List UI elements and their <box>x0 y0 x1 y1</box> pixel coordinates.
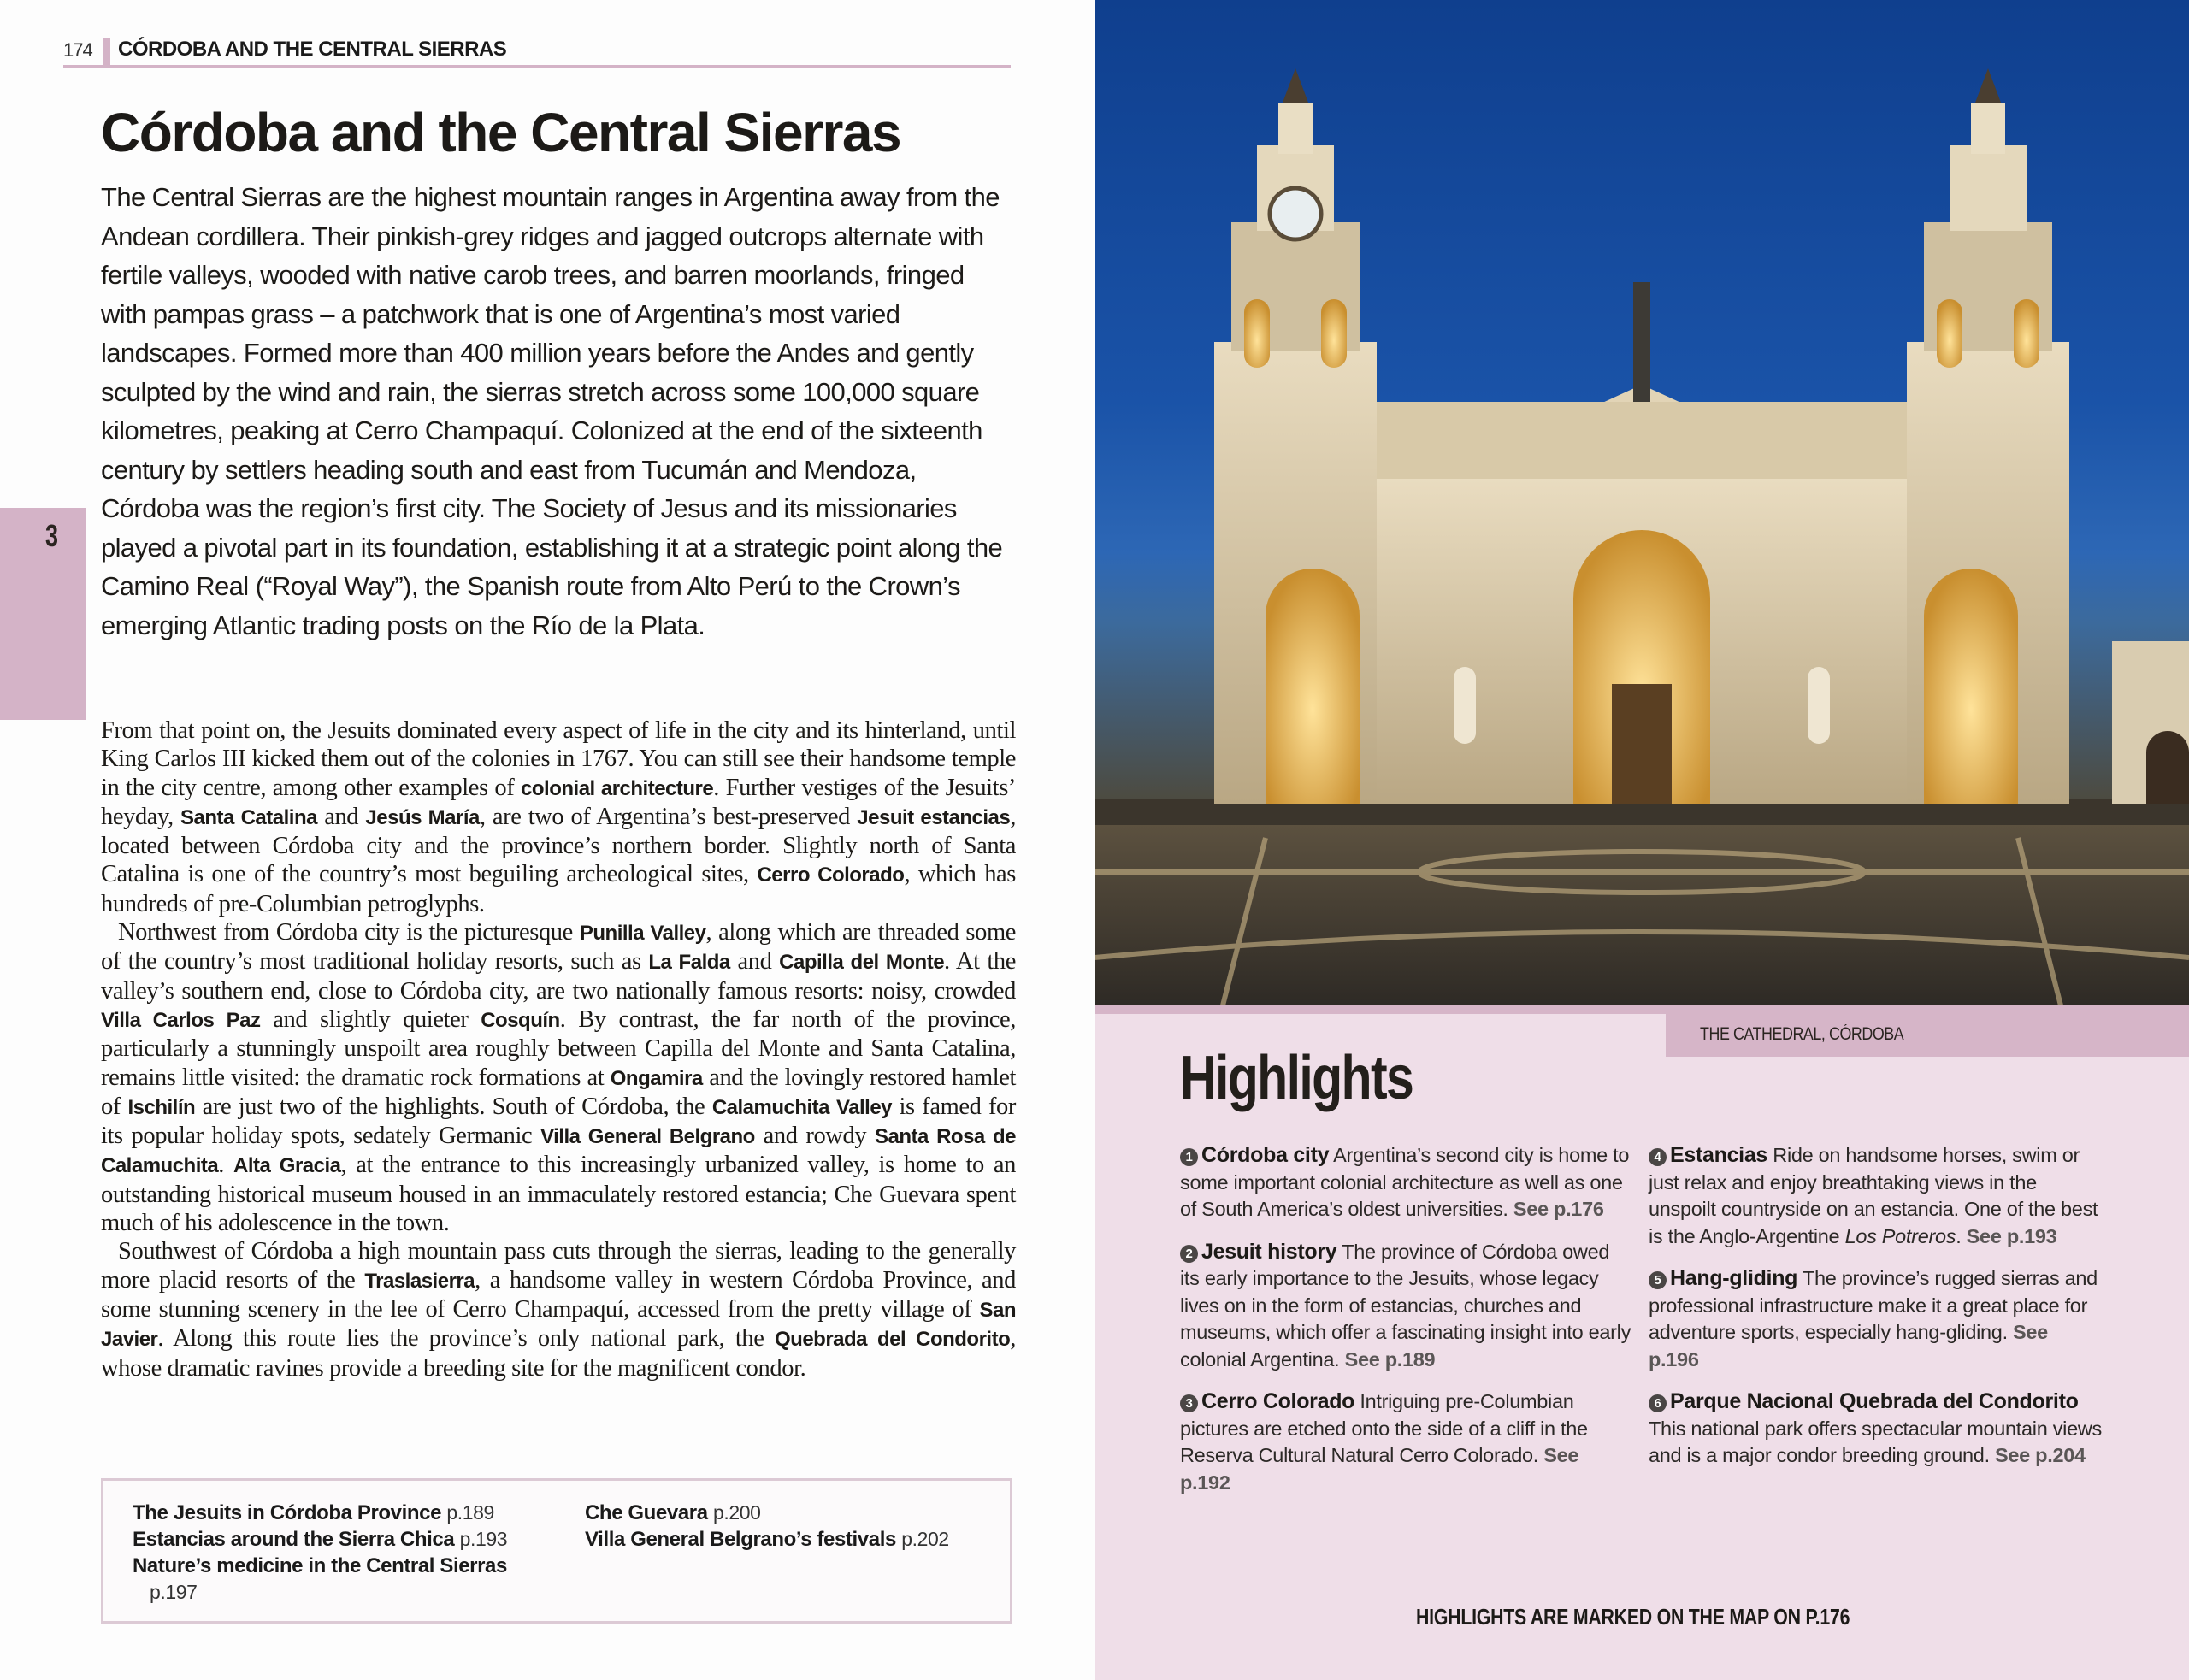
crossref-title: Nature’s medicine in the Central Sierras <box>133 1554 507 1577</box>
crossref-title: Che Guevara <box>585 1501 708 1524</box>
photo-caption: THE CATHEDRAL, CÓRDOBA <box>1700 1024 1904 1044</box>
body-text-run: and slightly quieter <box>260 1005 481 1033</box>
page-title: Córdoba and the Central Sierras <box>101 102 901 163</box>
crossref-page: p.202 <box>901 1528 949 1550</box>
place-name: Calamuchita Valley <box>711 1095 893 1119</box>
map-note: HIGHLIGHTS ARE MARKED ON THE MAP ON P.176 <box>1416 1604 1850 1630</box>
place-name: Cerro Colorado <box>757 864 905 887</box>
highlight-page-ref: See p.196 <box>1649 1321 2048 1371</box>
highlights-column-1 <box>1180 1142 1633 1512</box>
body-text-run: , are two of Argentina’s best-preserved <box>479 803 858 830</box>
place-name: Punilla Valley <box>579 922 706 946</box>
body-text-run: . At the valley’s southern end, close to Córdoba city, are two nationally famous resorts: noisy, crowded <box>101 948 1016 1005</box>
body-text-run: , whose dramatic ravines provide a breeding site for the magnificent condor. <box>101 1325 1016 1382</box>
crossref-item <box>585 1500 995 1526</box>
photo-divider-band <box>1094 1005 2189 1014</box>
highlight-item <box>1180 1239 1633 1374</box>
highlight-page-ref: See p.193 <box>1961 1224 2057 1247</box>
highlight-description: Ride on handsome horses, swim or just relax and enjoy breathtaking views in the unspoilt countryside on an estancia. One of the best is the Anglo-Argentine <box>1649 1144 2098 1247</box>
body-paragraph <box>101 1237 1016 1382</box>
highlight-name: Parque Nacional Quebrada del Condorito <box>1670 1389 2079 1413</box>
place-name: Quebrada del Condorito <box>775 1328 1011 1352</box>
chapter-tab <box>0 508 86 720</box>
body-text-run: , located between Córdoba city and the province’s northern border. Slightly north of Santa Catalina is one of the country’s most beguiling archeological sites, <box>101 803 1016 888</box>
highlight-item: 4 Estancias Ride on handsome horses, swim or just relax and enjoy breathtaking views in the unspoilt countryside on an estancia. One of the best is the Anglo-Argentine Los Potreros. See p.193 <box>1649 1143 2098 1247</box>
highlight-name: Estancias <box>1670 1143 1768 1167</box>
highlights-title: Highlights <box>1180 1044 1413 1112</box>
place-name: Ischilín <box>127 1095 196 1119</box>
crossref-title: Estancias around the Sierra Chica <box>133 1528 455 1551</box>
body-text-run: , a handsome valley in western Córdoba Province, and some stunning scenery in the lee of Cerro Champaquí, accessed from the pretty village of <box>101 1266 1016 1323</box>
highlight-name: Hang-gliding <box>1670 1266 1798 1290</box>
crossref-page: p.193 <box>459 1528 508 1550</box>
running-head-title: CÓRDOBA AND THE CENTRAL SIERRAS <box>118 38 507 61</box>
body-text-run: . By contrast, the far north of the province, particularly a stunningly unspoilt area roughly between Capilla del Monte and Santa Catalina, remains little visited: the dramatic rock formations at <box>101 1005 1016 1091</box>
body-text-run: and <box>729 948 780 976</box>
highlight-page-ref: See p.192 <box>1180 1444 1579 1494</box>
highlights-column-2 <box>1649 1142 2102 1485</box>
body-text-run: are just two of the highlights. South of Córdoba, the <box>195 1093 712 1120</box>
place-name: San Javier <box>101 1298 1016 1352</box>
crossref-title: The Jesuits in Córdoba Province <box>133 1501 442 1524</box>
highlight-number-badge: 3 <box>1180 1394 1198 1412</box>
place-name: Jesuit estancias <box>857 805 1011 829</box>
place-name: Ongamira <box>610 1066 703 1090</box>
left-page <box>0 0 1094 1680</box>
highlight-number-badge: 6 <box>1649 1394 1667 1412</box>
crossref-title: Villa General Belgrano’s festivals <box>585 1528 896 1551</box>
body-text-run: and rowdy <box>754 1123 875 1150</box>
highlight-item <box>1649 1388 2102 1470</box>
body-text-run: , which has hundreds of pre-Columbian petroglyphs. <box>101 861 1016 917</box>
highlight-description: The province’s rugged sierras and professional infrastructure make it a great place for adventure sports, especially hang-gliding. <box>1649 1267 2098 1343</box>
crossref-column-1 <box>133 1500 560 1606</box>
crossref-item <box>585 1526 995 1553</box>
body-text-run: . <box>218 1152 233 1179</box>
highlight-name: Cerro Colorado <box>1201 1389 1355 1413</box>
highlight-description: The province of Córdoba owed its early importance to the Jesuits, whose legacy lives on in the form of estancias, churches and museums, which offer a fascinating insight into early colonial Argentina. <box>1180 1240 1631 1371</box>
highlight-page-ref: See p.204 <box>1989 1444 2086 1466</box>
place-name: Capilla del Monte <box>779 951 945 975</box>
highlight-name: Córdoba city <box>1201 1143 1330 1167</box>
place-name: Villa Carlos Paz <box>101 1008 261 1032</box>
body-text-run: , along which are threaded some of the country’s most traditional holiday resorts, such as <box>101 919 1016 976</box>
crossref-item <box>133 1526 560 1553</box>
crossref-page: p.197 <box>150 1581 198 1603</box>
highlight-item <box>1649 1265 2102 1373</box>
intro-paragraph: The Central Sierras are the highest mountain ranges in Argentina away from the Andean cordillera. Their pinkish-grey ridges and jagged outcrops alternate with fertile valleys, wooded with native carob trees, and barren moorlands, fringed with pampas grass – a patchwork that is one of Argentina’s most varied landscapes. Formed more than 400 million years before the Andes and gently sculpted by the wind and rain, the sierras stretch across some 100,000 square kilometres, peaking at Cerro Champaquí. Colonized at the end of the sixteenth century by settlers heading south and east from Tucumán and Mendoza, Córdoba was the region’s first city. The Society of Jesus and its missionaries played a pivotal part in its foundation, establishing it at a strategic point along the Camino Real (“Royal Way”), the Spanish route from Alto Perú to the Crown’s emerging Atlantic trading posts on the Río de la Plata. <box>101 182 1003 640</box>
place-name: colonial architecture <box>521 776 714 800</box>
place-name: Jesús María <box>365 805 480 829</box>
body-text-run: . Along this route lies the province’s only national park, the <box>157 1325 775 1353</box>
body-text-run: , at the entrance to this increasingly urbanized valley, is home to an outstanding historical museum housed in an immaculately restored estancia; Che Guevara spent much of his adolescence in the town. <box>101 1152 1016 1237</box>
running-head-bar <box>103 38 110 65</box>
photo-caption-box <box>1666 1014 2189 1057</box>
cathedral-illustration <box>1094 0 2189 1005</box>
highlight-number-badge: 1 <box>1180 1148 1198 1166</box>
highlight-description: This national park offers spectacular mountain views and is a major condor breeding ground. <box>1649 1417 2102 1466</box>
highlight-emphasis: Los Potreros <box>1839 1224 1956 1247</box>
highlight-name: Jesuit history <box>1201 1239 1337 1264</box>
body-text-run: . Further vestiges of the Jesuits’ heyday, <box>101 774 1016 830</box>
highlight-page-ref: See p.176 <box>1508 1198 1604 1220</box>
crossref-item <box>133 1500 560 1526</box>
crossref-page: p.189 <box>446 1501 494 1524</box>
body-paragraph <box>101 918 1016 1237</box>
body-text-run: is famed for its popular holiday spots, sedately Germanic <box>101 1093 1016 1150</box>
crossref-box <box>101 1478 1012 1624</box>
place-name: Santa Rosa de Calamuchita <box>101 1125 1016 1178</box>
place-name: Villa General Belgrano <box>540 1125 755 1149</box>
chapter-number: 3 <box>44 518 58 553</box>
body-text-run: and the lovingly restored hamlet of <box>101 1064 1017 1120</box>
highlight-number-badge: 4 <box>1649 1148 1667 1166</box>
page-number: 174 <box>63 39 92 61</box>
place-name: Santa Catalina <box>180 805 317 829</box>
place-name: Alta Gracia <box>233 1154 341 1178</box>
crossref-item <box>133 1553 560 1606</box>
place-name: La Falda <box>648 951 730 975</box>
body-paragraph <box>101 716 1016 918</box>
highlight-description: Argentina’s second city is home to some important colonial architecture as well as one of South America’s oldest universities. <box>1180 1144 1630 1220</box>
right-page <box>1094 0 2189 1680</box>
place-name: Traslasierra <box>364 1269 475 1293</box>
crossref-page: p.200 <box>712 1501 761 1524</box>
highlight-item <box>1180 1142 1633 1223</box>
body-text-run: Southwest of Córdoba a high mountain pass cuts through the sierras, leading to the generally more placid resorts of the <box>101 1238 1016 1294</box>
highlight-page-ref: See p.189 <box>1339 1347 1436 1371</box>
body-text-run: and <box>316 803 366 830</box>
body-text-run: Northwest from Córdoba city is the picturesque <box>118 919 580 946</box>
highlight-description: Intriguing pre-Columbian pictures are etched onto the side of a cliff in the Reserva Cultural Natural Cerro Colorado. <box>1180 1390 1588 1466</box>
place-name: Cosquín <box>481 1008 560 1032</box>
highlight-number-badge: 5 <box>1649 1271 1667 1289</box>
crossref-column-2 <box>585 1500 995 1553</box>
highlight-number-badge: 2 <box>1180 1245 1198 1263</box>
highlight-item <box>1180 1388 1633 1496</box>
cathedral-photo <box>1094 0 2189 1005</box>
body-text-run: From that point on, the Jesuits dominated every aspect of life in the city and its hinterland, until King Carlos III kicked them out of the colonies in 1767. You can still see their handsome temple in the city centre, among other examples of <box>101 717 1016 801</box>
running-head <box>63 36 1011 68</box>
body-text <box>101 716 1016 1382</box>
